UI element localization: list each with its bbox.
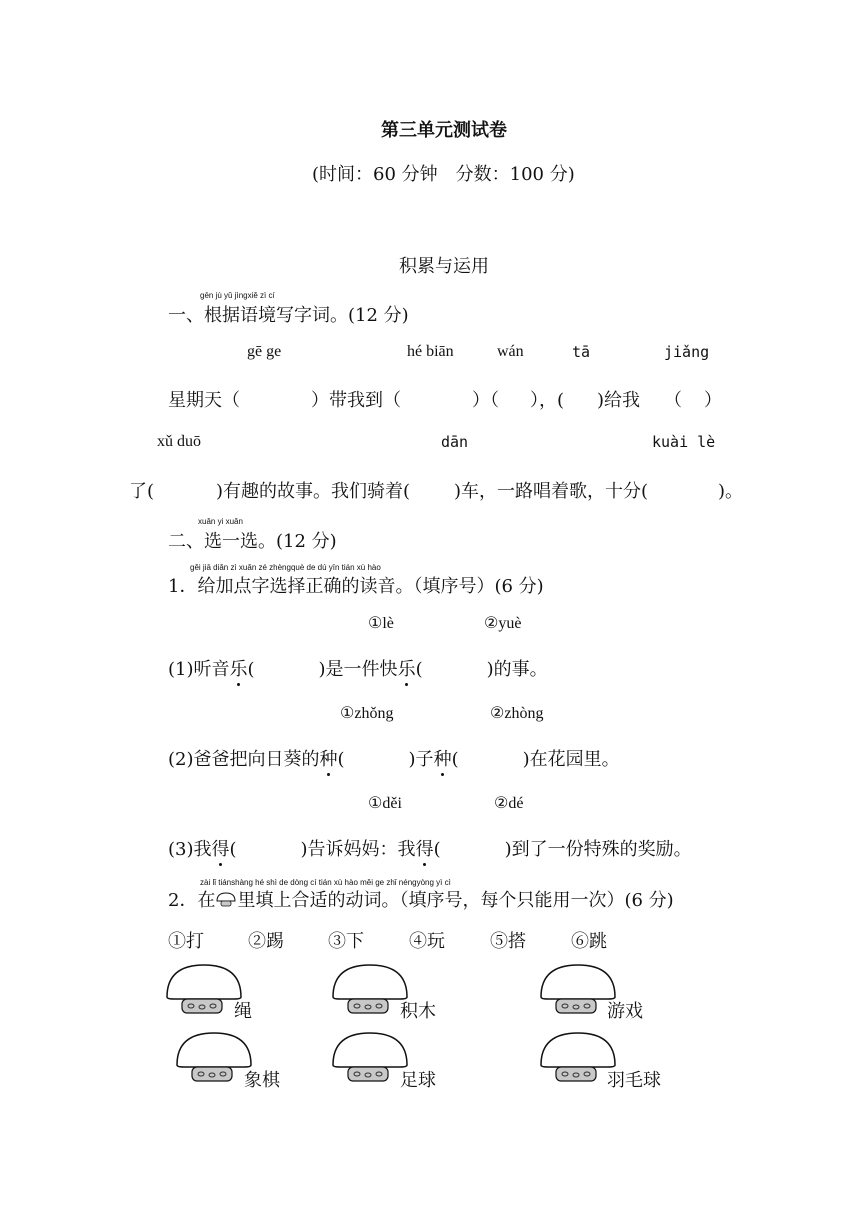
q1-pinyin-dan: dān [441,433,469,451]
mushroom-icon [216,892,236,908]
dotted-char: 得 [415,839,434,860]
word-rope: 绳 [234,1001,252,1022]
q2-1-option-b: ②yuè [484,615,522,632]
mushroom-blank-icon[interactable] [330,963,410,1023]
word-football: 足球 [400,1070,436,1091]
q2-sub2-title: 2．在 里填上合适的动词。（填序号，每个只能用一次）(6 分) [168,890,674,911]
q1-pinyin-xuduo: xǔ duō [157,433,201,450]
mushroom-blank-icon[interactable] [174,1031,254,1091]
q1-line2-a: 了( [129,481,155,502]
page-title: 第三单元测试卷 [381,120,507,141]
q2-title: 二、选一选。(12 分) [168,531,337,552]
q2-3-option-b: ②dé [494,795,524,812]
q2-pinyin: xuǎn yi xuǎn [198,517,243,526]
dotted-char: 得 [211,839,230,860]
dotted-char: 种 [433,749,452,770]
q1-line1-b: ）带我到（ [311,390,401,411]
q1-line1-f: （ [664,390,682,411]
q1-pinyin-gege: gē ge [247,343,282,360]
q1-line1-c: ）（ [472,390,499,411]
q2-sub2-pinyin: zài lǐ tiánshàng hé shì de dòng cí tián xù hào měi ge zhǐ néngyòng yì cì [200,878,451,887]
q2-2-option-b: ②zhòng [490,705,544,722]
q1-line1-a: 星期天（ [168,390,240,411]
q2-1-sentence: (1)听音乐( )是一件快乐( )的事。 [168,659,548,680]
mushroom-blank-icon[interactable] [538,1031,618,1091]
q1-line2-d: )。 [718,481,744,502]
q2-3-option-a: ①děi [368,795,402,812]
q1-pinyin-kuaile: kuài lè [652,433,716,451]
section-heading: 积累与运用 [399,256,489,277]
q2-sub2-option-6: ⑥跳 [571,931,607,952]
word-game: 游戏 [607,1001,643,1022]
q1-line1-e: )给我 [597,390,641,411]
q1-line2-b: )有趣的故事。我们骑着( [216,481,411,502]
dotted-char: 乐 [397,659,416,680]
dotted-char: 种 [319,749,338,770]
q1-pinyin-hebian: hé biān [407,343,454,360]
q2-1-option-a: ①lè [368,615,394,632]
q1-line1-d: ），( [530,390,565,411]
q2-sub2-option-4: ④玩 [409,931,445,952]
q2-sub1-title: 1．给加点字选择正确的读音。（填序号）(6 分) [168,576,544,597]
q2-3-sentence: (3)我得( )告诉妈妈：我得( )到了一份特殊的奖励。 [168,839,692,860]
q2-2-sentence: (2)爸爸把向日葵的种( )子种( )在花园里。 [168,749,620,770]
word-blocks: 积木 [400,1001,436,1022]
q2-sub1-pinyin: gěi jiā diǎn zì xuǎn zé zhèngquè de dú yīn tián xù hào [190,563,381,572]
word-badminton: 羽毛球 [607,1070,661,1091]
q2-sub2-option-5: ⑤搭 [490,931,526,952]
page-subtitle: (时间：60 分钟 分数：100 分) [312,164,575,185]
q2-sub2-option-3: ③下 [328,931,364,952]
mushroom-blank-icon[interactable] [330,1031,410,1091]
dotted-char: 乐 [229,659,248,680]
q1-pinyin-ta: tā [572,343,591,361]
q1-pinyin: gēn jù yǔ jìngxiě zì cí [200,291,275,300]
q1-line1-g: ） [704,390,722,411]
q1-pinyin-wan: wán [497,343,524,360]
q1-title: 一、根据语境写字词。(12 分) [168,305,409,326]
mushroom-blank-icon[interactable] [164,963,244,1023]
q1-line2-c: )车，一路唱着歌，十分( [454,481,649,502]
word-chess: 象棋 [244,1070,280,1091]
q2-sub2-option-1: ①打 [168,931,204,952]
q1-pinyin-jiang: jiǎng [664,343,710,361]
q2-2-option-a: ①zhǒng [340,705,394,722]
mushroom-blank-icon[interactable] [538,963,618,1023]
q2-sub2-option-2: ②踢 [248,931,284,952]
